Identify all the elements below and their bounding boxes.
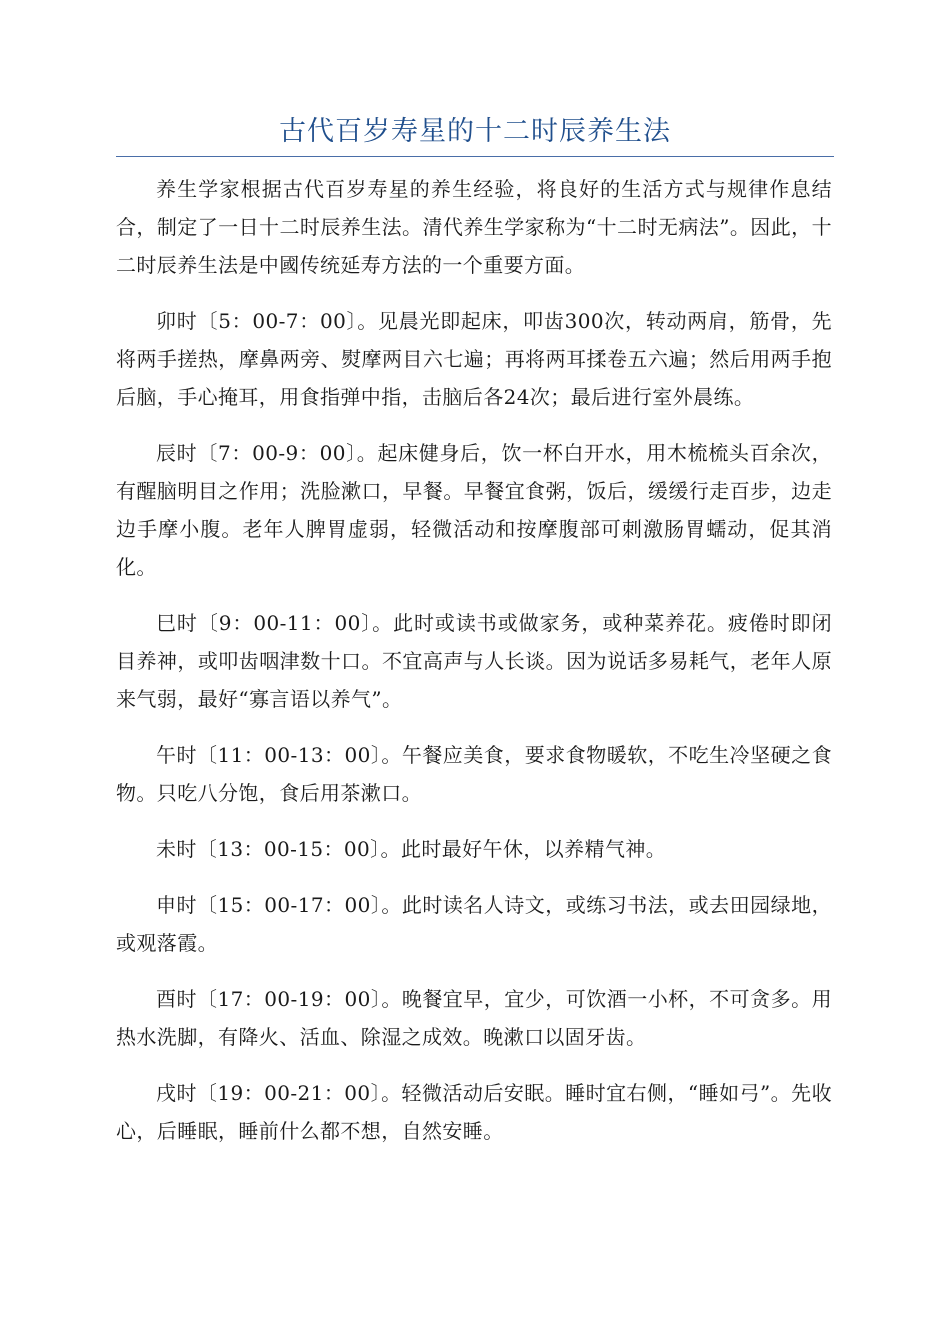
paragraph-wu-shi: 午时〔11：00-13：00〕。午餐应美食，要求食物暖软，不吃生冷坚硬之食物。只吃八分饱，食后用茶漱口。 <box>116 743 832 805</box>
document-body <box>116 170 832 1168</box>
paragraph-xu-shi: 戌时〔19：00-21：00〕。轻微活动后安眠。睡时宜右侧，“睡如弓”。先收心，后睡眠，睡前什么都不想，自然安睡。 <box>116 1081 832 1143</box>
paragraph-wei-shi: 未时〔13：00-15：00〕。此时最好午休，以养精气神。 <box>156 837 667 861</box>
page-title: 古代百岁寿星的十二时辰养生法 <box>279 116 671 147</box>
paragraph-mao-shi: 卯时〔5：00-7：00〕。见晨光即起床，叩齿300次，转动两肩，筋骨，先将两手搓热，摩鼻两旁、熨摩两目六七遍；再将两耳揉卷五六遍；然后用两手抱后脑，手心掩耳，用食指弹中指，击脑后各24次；最后进行室外晨练。 <box>116 309 832 409</box>
paragraph-you-shi: 酉时〔17：00-19：00〕。晚餐宜早，宜少，可饮酒一小杯，不可贪多。用热水洗脚，有降火、活血、除湿之成效。晚漱口以固牙齿。 <box>116 987 832 1049</box>
paragraph-intro: 养生学家根据古代百岁寿星的养生经验，将良好的生活方式与规律作息结合，制定了一日十二时辰养生法。清代养生学家称为“十二时无病法”。因此，十二时辰养生法是中國传统延寿方法的一个重要方面。 <box>116 177 832 277</box>
title-block <box>116 112 834 157</box>
paragraph-chen-shi: 辰时〔7：00-9：00〕。起床健身后，饮一杯白开水，用木梳梳头百余次，有醒脑明目之作用；洗脸漱口，早餐。早餐宜食粥，饭后，缓缓行走百步，边走边手摩小腹。老年人脾胃虚弱，轻微活动和按摩腹部可刺激肠胃蠕动，促其消化。 <box>116 441 832 579</box>
paragraph-si-shi: 巳时〔9：00-11：00〕。此时或读书或做家务，或种菜养花。疲倦时即闭目养神，或叩齿咽津数十口。不宜高声与人长谈。因为说话多易耗气，老年人原来气弱，最好“寡言语以养气”。 <box>116 611 832 711</box>
paragraph-shen-shi: 申时〔15：00-17：00〕。此时读名人诗文，或练习书法，或去田园绿地，或观落霞。 <box>116 893 832 955</box>
